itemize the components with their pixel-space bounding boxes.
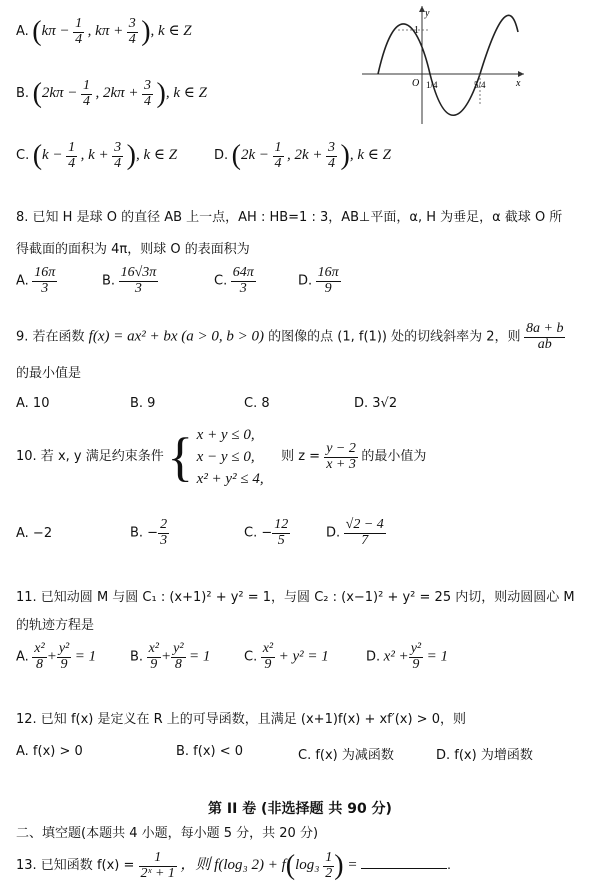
part2-title: 第 II 卷 (非选择题 共 90 分) — [208, 801, 392, 817]
fraction: $\frac{3}{4}$ — [128, 15, 136, 47]
fraction: $\frac{1}{4}$ — [82, 77, 90, 109]
q11-line1: 11. 已知动圆 M 与圆 C₁ : (x+1)² + y² = 1，与圆 C₂ : (x−1)² + y² = 25 内切，则动圆圆心 M — [16, 590, 575, 605]
fraction: $\frac{1}{4}$ — [68, 139, 76, 171]
q11-line2: 的轨迹方程是 — [16, 618, 95, 633]
fraction: $\frac{3}{4}$ — [114, 139, 122, 171]
x-label: x — [516, 78, 521, 89]
q9-line2: 的最小值是 — [16, 366, 82, 381]
q7-option-c: C. (k − $\frac{1}{4}$ , k + $\frac{3}{4}$ ), k ∈ Z — [16, 139, 178, 171]
fraction: $\frac{3}{4}$ — [143, 77, 151, 109]
section-heading: 二、填空题(本题共 4 小题，每小题 5 分，共 20 分) — [16, 826, 319, 841]
one-label: 1 — [414, 25, 419, 36]
five-quarter-label: 5/4 — [474, 80, 486, 90]
fraction: $\frac{1}{4}$ — [274, 139, 282, 171]
q9-line1: 9. 若在函数 f(x) = ax² + bx (a > 0, b > 0) 的图像的点 (1, f(1)) 处的切线斜率为 2，则 $\frac{8a + b}{ab}$ — [16, 321, 564, 352]
q12-line1: 12. 已知 f(x) 是定义在 R 上的可导函数，且满足 (x+1)f(x) + xf′(x) > 0，则 — [16, 712, 466, 727]
y-label: y — [425, 8, 430, 19]
answer-blank[interactable] — [361, 854, 447, 869]
fraction: $\frac{3}{4}$ — [328, 139, 336, 171]
q10-line: 10. 若 x, y 满足约束条件 { x + y ≤ 0, x − y ≤ 0, x² + y² ≤ 4, 则 z = $\frac{y - 2}{x + 3}$ 的最小值为 — [16, 427, 427, 487]
q13-line: 13. 已知函数 f(x) = $\frac{1}{\text{2ˣ + 1}}$ ，则 f(log₃ 2) + f(log₃ $\frac{1}{2}$ ) = . — [16, 849, 451, 881]
q8-line2: 得截面的面积为 4π，则球 O 的表面积为 — [16, 242, 250, 257]
sine-graph — [358, 2, 530, 128]
q7-option-b: B. (2kπ − $\frac{1}{4}$ , 2kπ + $\frac{3}{4}$ ), k ∈ Z — [16, 77, 207, 109]
fraction: $\frac{1}{4}$ — [75, 15, 83, 47]
quarter-label: 1/4 — [426, 80, 438, 90]
x-axis-arrow — [518, 71, 524, 77]
origin-label: O — [412, 78, 420, 89]
q7-option-a: A. (kπ − $\frac{1}{4}$ , kπ + $\frac{3}{4}$ ), k ∈ Z — [16, 15, 192, 47]
q8-line1: 8. 已知 H 是球 O 的直径 AB 上一点，AH : HB=1 : 3，AB⊥平面，α, H 为垂足，α 截球 O 所 — [16, 210, 563, 225]
q7-option-d: D. (2k − $\frac{1}{4}$ , 2k + $\frac{3}{4}$ ), k ∈ Z — [214, 139, 391, 171]
